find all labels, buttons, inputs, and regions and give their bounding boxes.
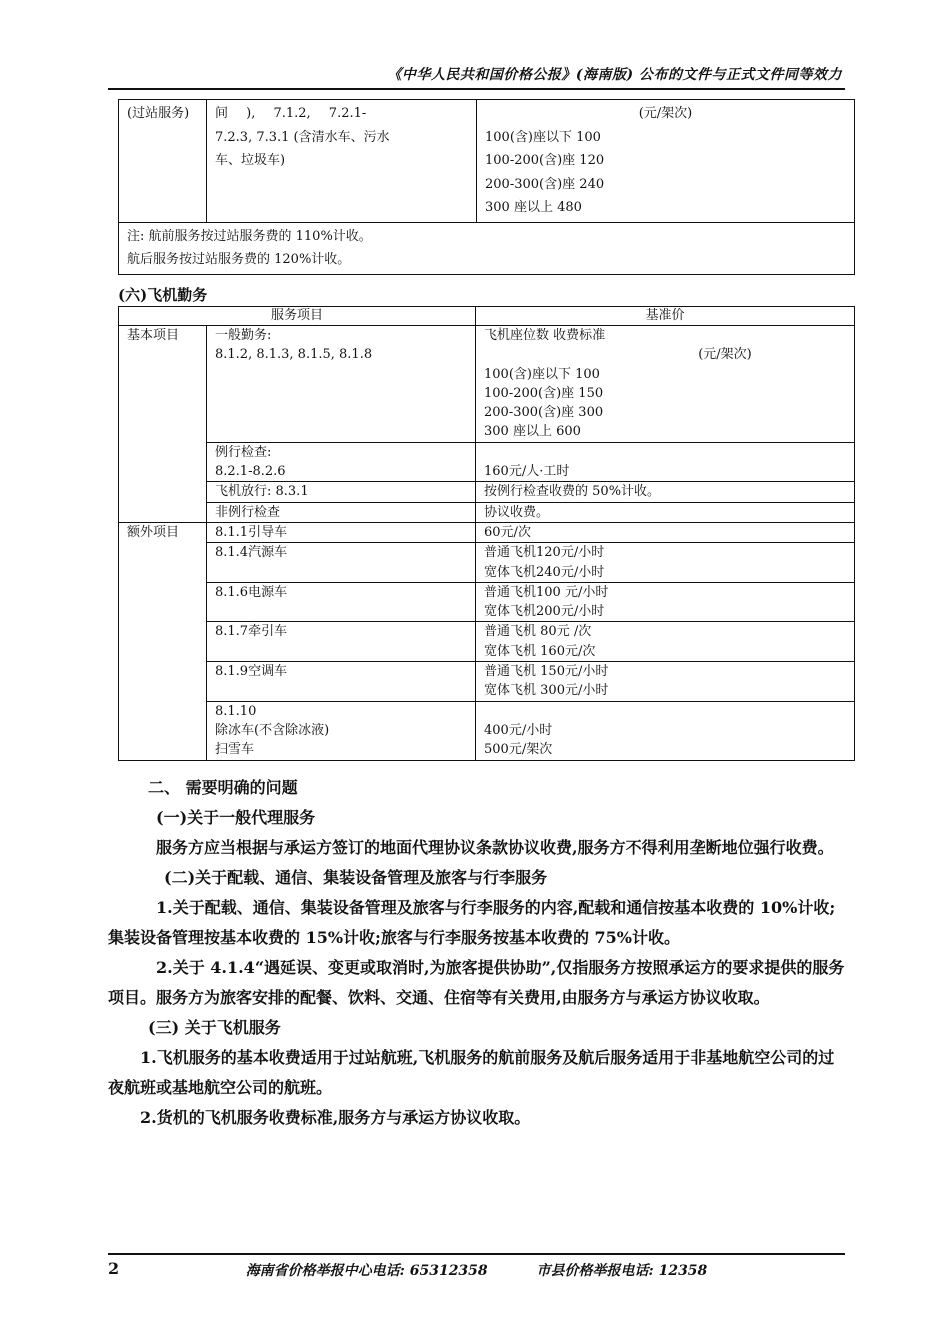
note-cell bbox=[119, 222, 855, 274]
table-row bbox=[119, 100, 855, 223]
general-duty-price bbox=[476, 326, 855, 443]
non-routine-check-price: 协议收费。 bbox=[476, 502, 855, 522]
transit-service-table bbox=[118, 99, 855, 275]
paragraph: 1.飞机服务的基本收费适用于过站航班,飞机服务的航前服务及航后服务适用于非基地航空公司的过夜航班或基地航空公司的航班。 bbox=[108, 1048, 835, 1097]
footer-hotline-county: 市县价格举报电话: 12358 bbox=[536, 1263, 708, 1279]
general-duty-title: 一般勤务: bbox=[215, 328, 272, 343]
transit-label: (过站服务) bbox=[119, 100, 207, 223]
transit-item-line: 间 ), 7.1.2, 7.2.1- bbox=[215, 106, 367, 121]
table-row bbox=[119, 442, 855, 482]
price-line: 400元/小时 bbox=[484, 722, 553, 738]
air-source-car-price bbox=[476, 543, 855, 583]
price-line: 300 座以上 600 bbox=[484, 424, 581, 440]
table-row bbox=[119, 662, 855, 702]
routine-check-codes: 8.2.1-8.2.6 bbox=[215, 464, 286, 480]
air-source-car: 8.1.4汽源车 bbox=[207, 543, 476, 583]
tow-car-price bbox=[476, 622, 855, 662]
price-line: 宽体飞机 160元/次 bbox=[484, 643, 596, 659]
price-line: 100-200(含)座 150 bbox=[484, 385, 604, 401]
paragraph: 1.关于配载、通信、集装设备管理及旅客与行李服务的内容,配载和通信按基本收费的 10%计收;集装设备管理按基本收费的 15%计收;旅客与行李服务按基本收费的 75%计收。 bbox=[108, 898, 836, 947]
price-line: 普通飞机120元/小时 bbox=[484, 545, 605, 561]
price-line: 宽体飞机200元/小时 bbox=[484, 604, 605, 620]
price-line: 160元/人·工时 bbox=[484, 464, 570, 480]
header-base-price: 基准价 bbox=[476, 307, 855, 326]
transit-price bbox=[477, 100, 855, 223]
aircraft-duty-table bbox=[118, 306, 855, 761]
tow-car: 8.1.7牵引车 bbox=[207, 622, 476, 662]
table-row bbox=[119, 482, 855, 502]
section-title: (六)飞机勤务 bbox=[118, 286, 208, 304]
guide-car-price: 60元/次 bbox=[476, 522, 855, 542]
routine-check-title: 例行检查: bbox=[215, 444, 272, 460]
page-footer bbox=[108, 1260, 845, 1280]
transit-item-line: 车、垃圾车) bbox=[215, 153, 286, 168]
price-line: 100(含)座以下 100 bbox=[485, 129, 601, 145]
price-line: 飞机座位数 收费标准 bbox=[484, 328, 606, 343]
paragraph: 2.货机的飞机服务收费标准,服务方与承运方协议收取。 bbox=[140, 1108, 531, 1127]
general-duty bbox=[207, 326, 476, 443]
paragraph: 服务方应当根据与承运方签订的地面代理协议条款协议收费,服务方不得利用垄断地位强行收费。 bbox=[156, 838, 834, 857]
deice-label: 除冰车(不含除冰液) bbox=[215, 722, 330, 738]
power-car: 8.1.6电源车 bbox=[207, 582, 476, 622]
power-car-price bbox=[476, 582, 855, 622]
ac-car: 8.1.9空调车 bbox=[207, 662, 476, 702]
header-rule bbox=[108, 88, 845, 90]
note-line: 航后服务按过站服务费的 120%计收。 bbox=[127, 252, 351, 267]
extra-items-label: 额外项目 bbox=[119, 522, 207, 760]
price-line: 200-300(含)座 300 bbox=[484, 405, 604, 421]
price-line: 普通飞机 80元 /次 bbox=[484, 624, 592, 640]
table-row bbox=[119, 622, 855, 662]
snow-label: 扫雪车 bbox=[215, 742, 255, 758]
price-line: 普通飞机 150元/小时 bbox=[484, 664, 609, 680]
paragraph: 2.关于 4.1.4“遇延误、变更或取消时,为旅客提供协助”,仅指服务方按照承运方的要求提供的服务项目。服务方为旅客安排的配餐、饮料、交通、住宿等有关费用,由服务方与承运方协议收取。 bbox=[108, 958, 845, 1007]
aircraft-release-price: 按例行检查收费的 50%计收。 bbox=[476, 482, 855, 502]
price-unit: (元/架次) bbox=[638, 106, 693, 121]
transit-items bbox=[207, 100, 477, 223]
table-row bbox=[119, 326, 855, 443]
page-header: 《中华人民共和国价格公报》(海南版) 公布的文件与正式文件同等效力 bbox=[387, 67, 842, 83]
subheading-2: (二)关于配载、通信、集装设备管理及旅客与行李服务 bbox=[164, 868, 548, 887]
general-duty-codes: 8.1.2, 8.1.3, 8.1.5, 8.1.8 bbox=[215, 347, 373, 363]
price-line: 100(含)座以下 100 bbox=[484, 366, 600, 382]
price-line: 宽体飞机 300元/小时 bbox=[484, 683, 609, 699]
header-service-item: 服务项目 bbox=[119, 307, 476, 326]
price-unit: (元/架次) bbox=[698, 347, 752, 363]
price-line: 500元/架次 bbox=[484, 742, 553, 758]
table-row bbox=[119, 543, 855, 583]
ac-car-price bbox=[476, 662, 855, 702]
price-line: 200-300(含)座 240 bbox=[485, 176, 605, 192]
footer-hotline-province: 海南省价格举报中心电话: 65312358 bbox=[245, 1263, 488, 1279]
aircraft-release: 飞机放行: 8.3.1 bbox=[207, 482, 476, 502]
table-header-row bbox=[119, 307, 855, 326]
basic-items-label: 基本项目 bbox=[119, 326, 207, 523]
routine-check bbox=[207, 442, 476, 482]
table-row bbox=[119, 502, 855, 522]
note-line: 注: 航前服务按过站服务费的 110%计收。 bbox=[127, 228, 372, 244]
deice-car-price bbox=[476, 701, 855, 760]
price-line: 普通飞机100 元/小时 bbox=[484, 584, 609, 600]
price-line: 100-200(含)座 120 bbox=[485, 153, 605, 168]
footer-rule bbox=[108, 1253, 845, 1255]
heading-2: 二、 需要明确的问题 bbox=[148, 778, 298, 797]
deice-code: 8.1.10 bbox=[215, 703, 257, 719]
deice-car bbox=[207, 701, 476, 760]
table-row bbox=[119, 582, 855, 622]
routine-check-price bbox=[476, 442, 855, 482]
subheading-1: (一)关于一般代理服务 bbox=[156, 808, 316, 827]
price-line: 宽体飞机240元/小时 bbox=[484, 564, 605, 580]
non-routine-check: 非例行检查 bbox=[207, 502, 476, 522]
page-number: 2 bbox=[108, 1259, 120, 1278]
body-text bbox=[108, 773, 845, 1133]
price-line: 300 座以上 480 bbox=[485, 200, 582, 215]
transit-item-line: 7.2.3, 7.3.1 (含清水车、污水 bbox=[215, 129, 390, 145]
table-row bbox=[119, 701, 855, 760]
guide-car: 8.1.1引导车 bbox=[207, 522, 476, 542]
subheading-3: (三) 关于飞机服务 bbox=[148, 1018, 281, 1037]
table-row bbox=[119, 522, 855, 542]
table-row bbox=[119, 222, 855, 274]
